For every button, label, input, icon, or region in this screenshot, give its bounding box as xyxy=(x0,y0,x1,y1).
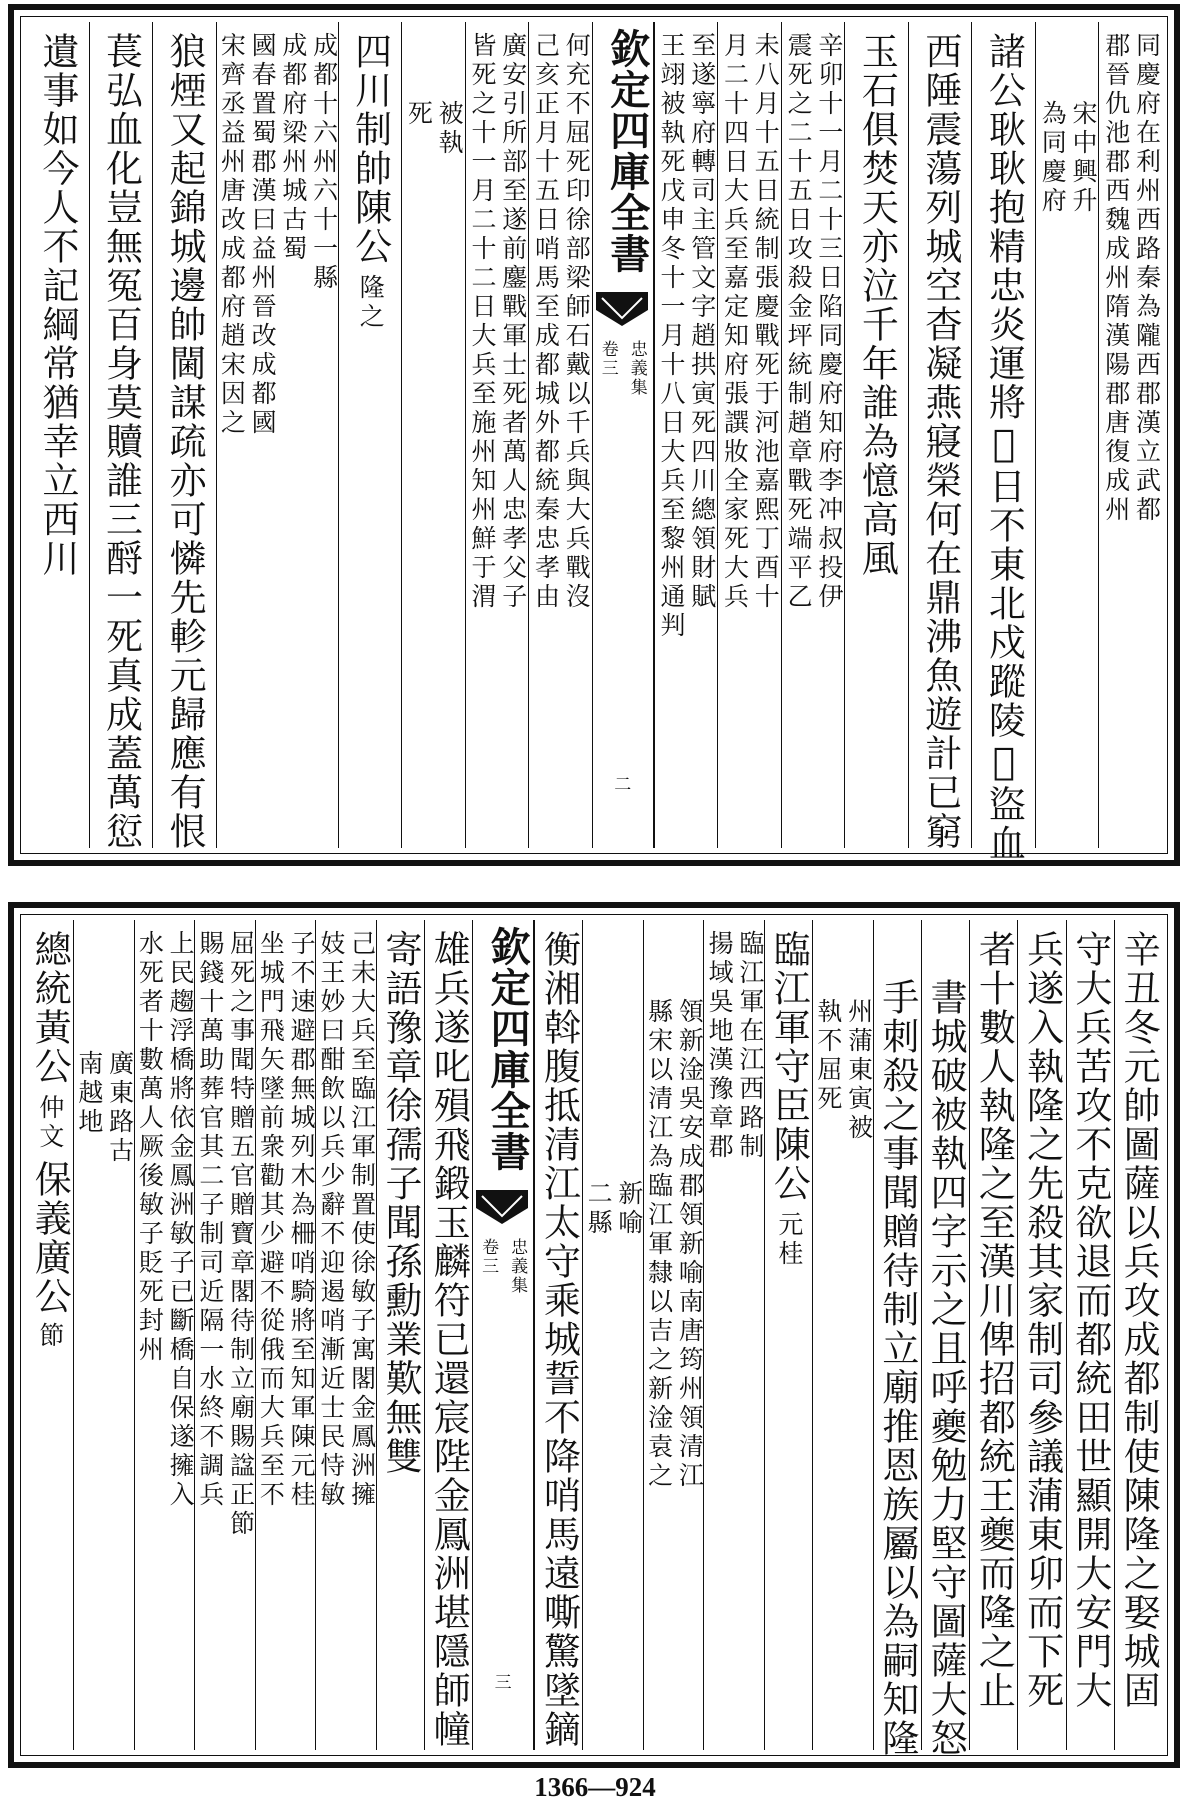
main-text-line: 辛丑冬元帥圖薩以兵攻成都制使陳隆之娶城固 xyxy=(1117,930,1161,1710)
main-text-line: 狼煙又起錦城邊帥閫謀疏亦可憐先軫元歸應有恨 xyxy=(163,32,207,851)
annotation-line: 妓王妙曰酣飲以兵少辭不迎遏哨漸近士民恃敏 xyxy=(316,930,346,1510)
annotation-line: 死 xyxy=(404,100,434,129)
annotation-line: 二縣 xyxy=(584,1180,614,1238)
annotation-line: 揚域吳地漢豫章郡 xyxy=(705,930,735,1162)
annotation-line: 成都府梁州城古蜀 xyxy=(278,32,308,264)
text-column xyxy=(654,22,718,848)
text-column xyxy=(1098,22,1162,848)
annotation-line: 成都十六州六十一縣 xyxy=(309,32,339,293)
annotation-pair xyxy=(583,1180,643,1238)
text-column xyxy=(717,22,781,848)
text-column xyxy=(465,22,529,848)
annotation-pair xyxy=(316,930,376,1510)
main-text-line: 書城破被執四字示之且呼夔勉力堅守圖薩大怒 xyxy=(924,978,968,1758)
annotation-pair xyxy=(783,32,843,612)
annotation-line: 何充不屈死印徐部梁師石戴以千兵與大兵戰沒 xyxy=(562,32,592,612)
main-text-line: 玉石俱焚天亦泣千年誰為憶高風 xyxy=(855,32,899,578)
annotation-line: 皆死之十一月二十二日大兵至施州知州鮮于渭 xyxy=(467,32,497,612)
text-column xyxy=(401,22,465,848)
text-column xyxy=(534,920,582,1750)
section-heading: 總統黃公 xyxy=(28,930,72,1086)
lower-page xyxy=(8,902,1180,1768)
annotation-line: 賜錢十萬助葬官其二子制司近隔一水終不調兵 xyxy=(195,930,225,1510)
annotation-line: 上民趨浮橋將依金鳳洲敏子已斷橋自保遂擁入 xyxy=(166,930,196,1510)
main-text-line: 寄語豫章徐孺子聞孫勳業歎無雙 xyxy=(378,930,422,1476)
annotation-line: 坐城門飛矢墜前衆勸其少避不從俄而大兵至不 xyxy=(256,930,286,1510)
heading-with-note xyxy=(768,930,809,1269)
text-column xyxy=(152,22,216,851)
text-column xyxy=(844,22,908,848)
text-column xyxy=(216,22,338,848)
main-text-line: 萇弘血化豈無冤百身莫贖誰三酹一死真成蓋萬愆 xyxy=(99,32,143,851)
annotation-pair xyxy=(256,930,316,1510)
annotation-pair xyxy=(404,100,464,158)
annotation-line: 郡晉仇池郡西魏成州隋漢陽郡唐復成州 xyxy=(1101,32,1131,525)
upper-text-columns xyxy=(26,22,1162,863)
text-column xyxy=(643,920,704,1750)
text-column xyxy=(134,920,195,1750)
main-text-line: 西陲震蕩列城空杳凝燕寢榮何在鼎沸魚遊計已窮 xyxy=(918,32,962,851)
annotation-line: 新喻 xyxy=(614,1180,644,1238)
text-column xyxy=(73,920,134,1750)
annotation-line: 宋中興升 xyxy=(1068,100,1098,216)
main-text-line: 雄兵遂叱殞飛鍛玉麟符已還宸陛金鳳洲堪隱師幢 xyxy=(427,930,471,1749)
text-column xyxy=(424,920,472,1750)
annotation-pair xyxy=(656,32,716,641)
section-heading: 臨江軍守臣陳公 xyxy=(767,930,811,1203)
main-text-line: 者十數人執隆之至漢川俾招都統王夔而隆之止 xyxy=(972,930,1016,1710)
text-column xyxy=(1017,920,1065,1750)
annotation-line: 執不屈死 xyxy=(813,998,843,1114)
annotation-line: 縣宋以清江為臨江軍隸以吉之新淦袁之 xyxy=(644,998,674,1491)
annotation-line: 屈死之事聞特贈五官贈寶章閣待制立廟賜諡正節 xyxy=(226,930,256,1539)
annotation-pair xyxy=(813,998,873,1143)
lower-text-columns xyxy=(26,920,1162,1758)
volume-label: 卷三 xyxy=(478,1238,499,1276)
annotation-line: 同慶府在利州西路秦為隴西郡漢立武都 xyxy=(1132,32,1162,525)
section-heading: 四川制帥陳公 xyxy=(348,32,392,266)
annotation-line: 至遂寧府轉司主管文字趙拱寅死四川總領財賦 xyxy=(687,32,717,612)
annotation-pair xyxy=(531,32,591,612)
text-column xyxy=(376,920,424,1750)
text-column xyxy=(315,920,376,1750)
annotation-line: 己未大兵至臨江軍制置使徐敏子寓閣金鳳洲擁 xyxy=(347,930,377,1510)
book-title: 欽定四庫全書 xyxy=(484,926,532,1172)
annotation-line: 己亥正月十五日哨馬至成都城外都統秦忠孝由 xyxy=(531,32,561,612)
annotation-line: 為同慶府 xyxy=(1038,100,1068,216)
text-column xyxy=(764,920,812,1750)
book-title: 欽定四庫全書 xyxy=(603,28,651,274)
heading-note: 節 xyxy=(35,1322,65,1351)
text-column xyxy=(1066,920,1114,1750)
annotation-pair xyxy=(217,32,338,438)
text-column xyxy=(921,920,969,1758)
annotation-line: 王翊被執死戊申冬十一月十八日大兵至黎州通判 xyxy=(657,32,687,641)
volume-label: 卷三 xyxy=(597,340,618,378)
collection-name: 忠義集 xyxy=(507,1238,528,1295)
center-gutter xyxy=(472,920,534,1750)
main-text-line: 諸公耿耿抱精忠炎運將𠂪日不東北戍蹤陵𡊮盜血 xyxy=(982,32,1026,863)
annotation-pair xyxy=(74,1050,134,1166)
annotation-pair xyxy=(704,930,764,1162)
annotation-pair xyxy=(195,930,255,1539)
text-column xyxy=(971,22,1035,863)
text-column xyxy=(528,22,592,848)
text-column xyxy=(582,920,643,1750)
text-column xyxy=(89,22,153,851)
text-column xyxy=(26,920,73,1750)
heading-note: 隆之 xyxy=(356,274,386,332)
page-number: 1366—924 xyxy=(534,1772,656,1802)
annotation-line: 國春置蜀郡漢曰益州晉改成都國 xyxy=(248,32,278,438)
main-text-line: 手刺殺之事聞贈待制立廟推恩族屬以為嗣知隆 xyxy=(875,978,919,1758)
annotation-line: 震死之二十五日攻殺金坪統制趙章戰死端平乙 xyxy=(784,32,814,612)
text-column xyxy=(194,920,255,1750)
text-column xyxy=(703,920,764,1750)
gutter-info xyxy=(477,1238,529,1295)
annotation-pair xyxy=(720,32,780,612)
annotation-pair xyxy=(1037,100,1097,216)
annotation-pair xyxy=(1101,32,1161,525)
text-column xyxy=(1035,22,1099,848)
annotation-line: 月二十四日大兵至嘉定知府張譔妝全家死大兵 xyxy=(720,32,750,612)
annotation-line: 廣東路古 xyxy=(105,1050,135,1166)
main-text-line: 遺事如今人不記綱常猶幸立西川 xyxy=(36,32,80,578)
text-column xyxy=(338,22,402,848)
text-column xyxy=(969,920,1017,1750)
main-text-line: 衡湘斡腹抵清江太守乘城誓不降哨馬遠嘶驚墜鏑 xyxy=(537,930,581,1749)
text-column xyxy=(1114,920,1162,1750)
text-column xyxy=(255,920,316,1750)
leaf-number: 二 xyxy=(614,775,632,795)
annotation-line: 辛卯十一月二十三日陷同慶府知府李冲叔投伊 xyxy=(814,32,844,612)
main-text-line: 兵遂入執隆之先殺其家制司參議蒲東卯而下死 xyxy=(1020,930,1064,1710)
annotation-pair xyxy=(644,998,704,1491)
text-column xyxy=(781,22,845,848)
annotation-line: 宋齊丞益州唐改成都府趙宋因之 xyxy=(217,32,247,438)
upper-page xyxy=(8,4,1180,866)
main-text-line: 守大兵苦攻不克欲退而都統田世顯開大安門大 xyxy=(1068,930,1112,1710)
text-column xyxy=(26,22,89,848)
text-column xyxy=(812,920,873,1750)
center-gutter xyxy=(592,22,654,848)
text-column xyxy=(908,22,972,851)
heading-note: 仲文 xyxy=(35,1094,65,1152)
text-column xyxy=(873,920,921,1758)
heading-with-note xyxy=(29,930,70,1351)
collection-name: 忠義集 xyxy=(626,340,647,397)
annotation-line: 廣安引所部至遂前鏖戰軍士死者萬人忠孝父子 xyxy=(498,32,528,612)
annotation-line: 領新淦吳安成郡領新喻南唐筠州領清江 xyxy=(675,998,705,1491)
annotation-line: 水死者十數萬人厥後敏子貶死封州 xyxy=(135,930,165,1365)
annotation-line: 臨江軍在江西路制 xyxy=(735,930,765,1162)
heading-with-note xyxy=(349,32,390,332)
heading-title: 保義廣公 xyxy=(28,1160,72,1316)
gutter-info xyxy=(597,340,649,397)
fishtail-ornament-icon xyxy=(596,292,648,326)
annotation-line: 未八月十五日統制張慶戰死于河池嘉熙丁酉十 xyxy=(751,32,781,612)
annotation-pair xyxy=(135,930,195,1510)
annotation-pair xyxy=(467,32,527,612)
annotation-line: 被執 xyxy=(435,100,465,158)
fishtail-ornament-icon xyxy=(476,1190,528,1224)
annotation-line: 州蒲東寅被 xyxy=(844,998,874,1143)
heading-note: 元桂 xyxy=(774,1211,804,1269)
annotation-line: 子不速避郡無城列木為柵哨騎將至知軍陳元桂 xyxy=(287,930,317,1510)
annotation-line: 南越地 xyxy=(74,1050,104,1137)
leaf-number: 三 xyxy=(494,1673,512,1693)
